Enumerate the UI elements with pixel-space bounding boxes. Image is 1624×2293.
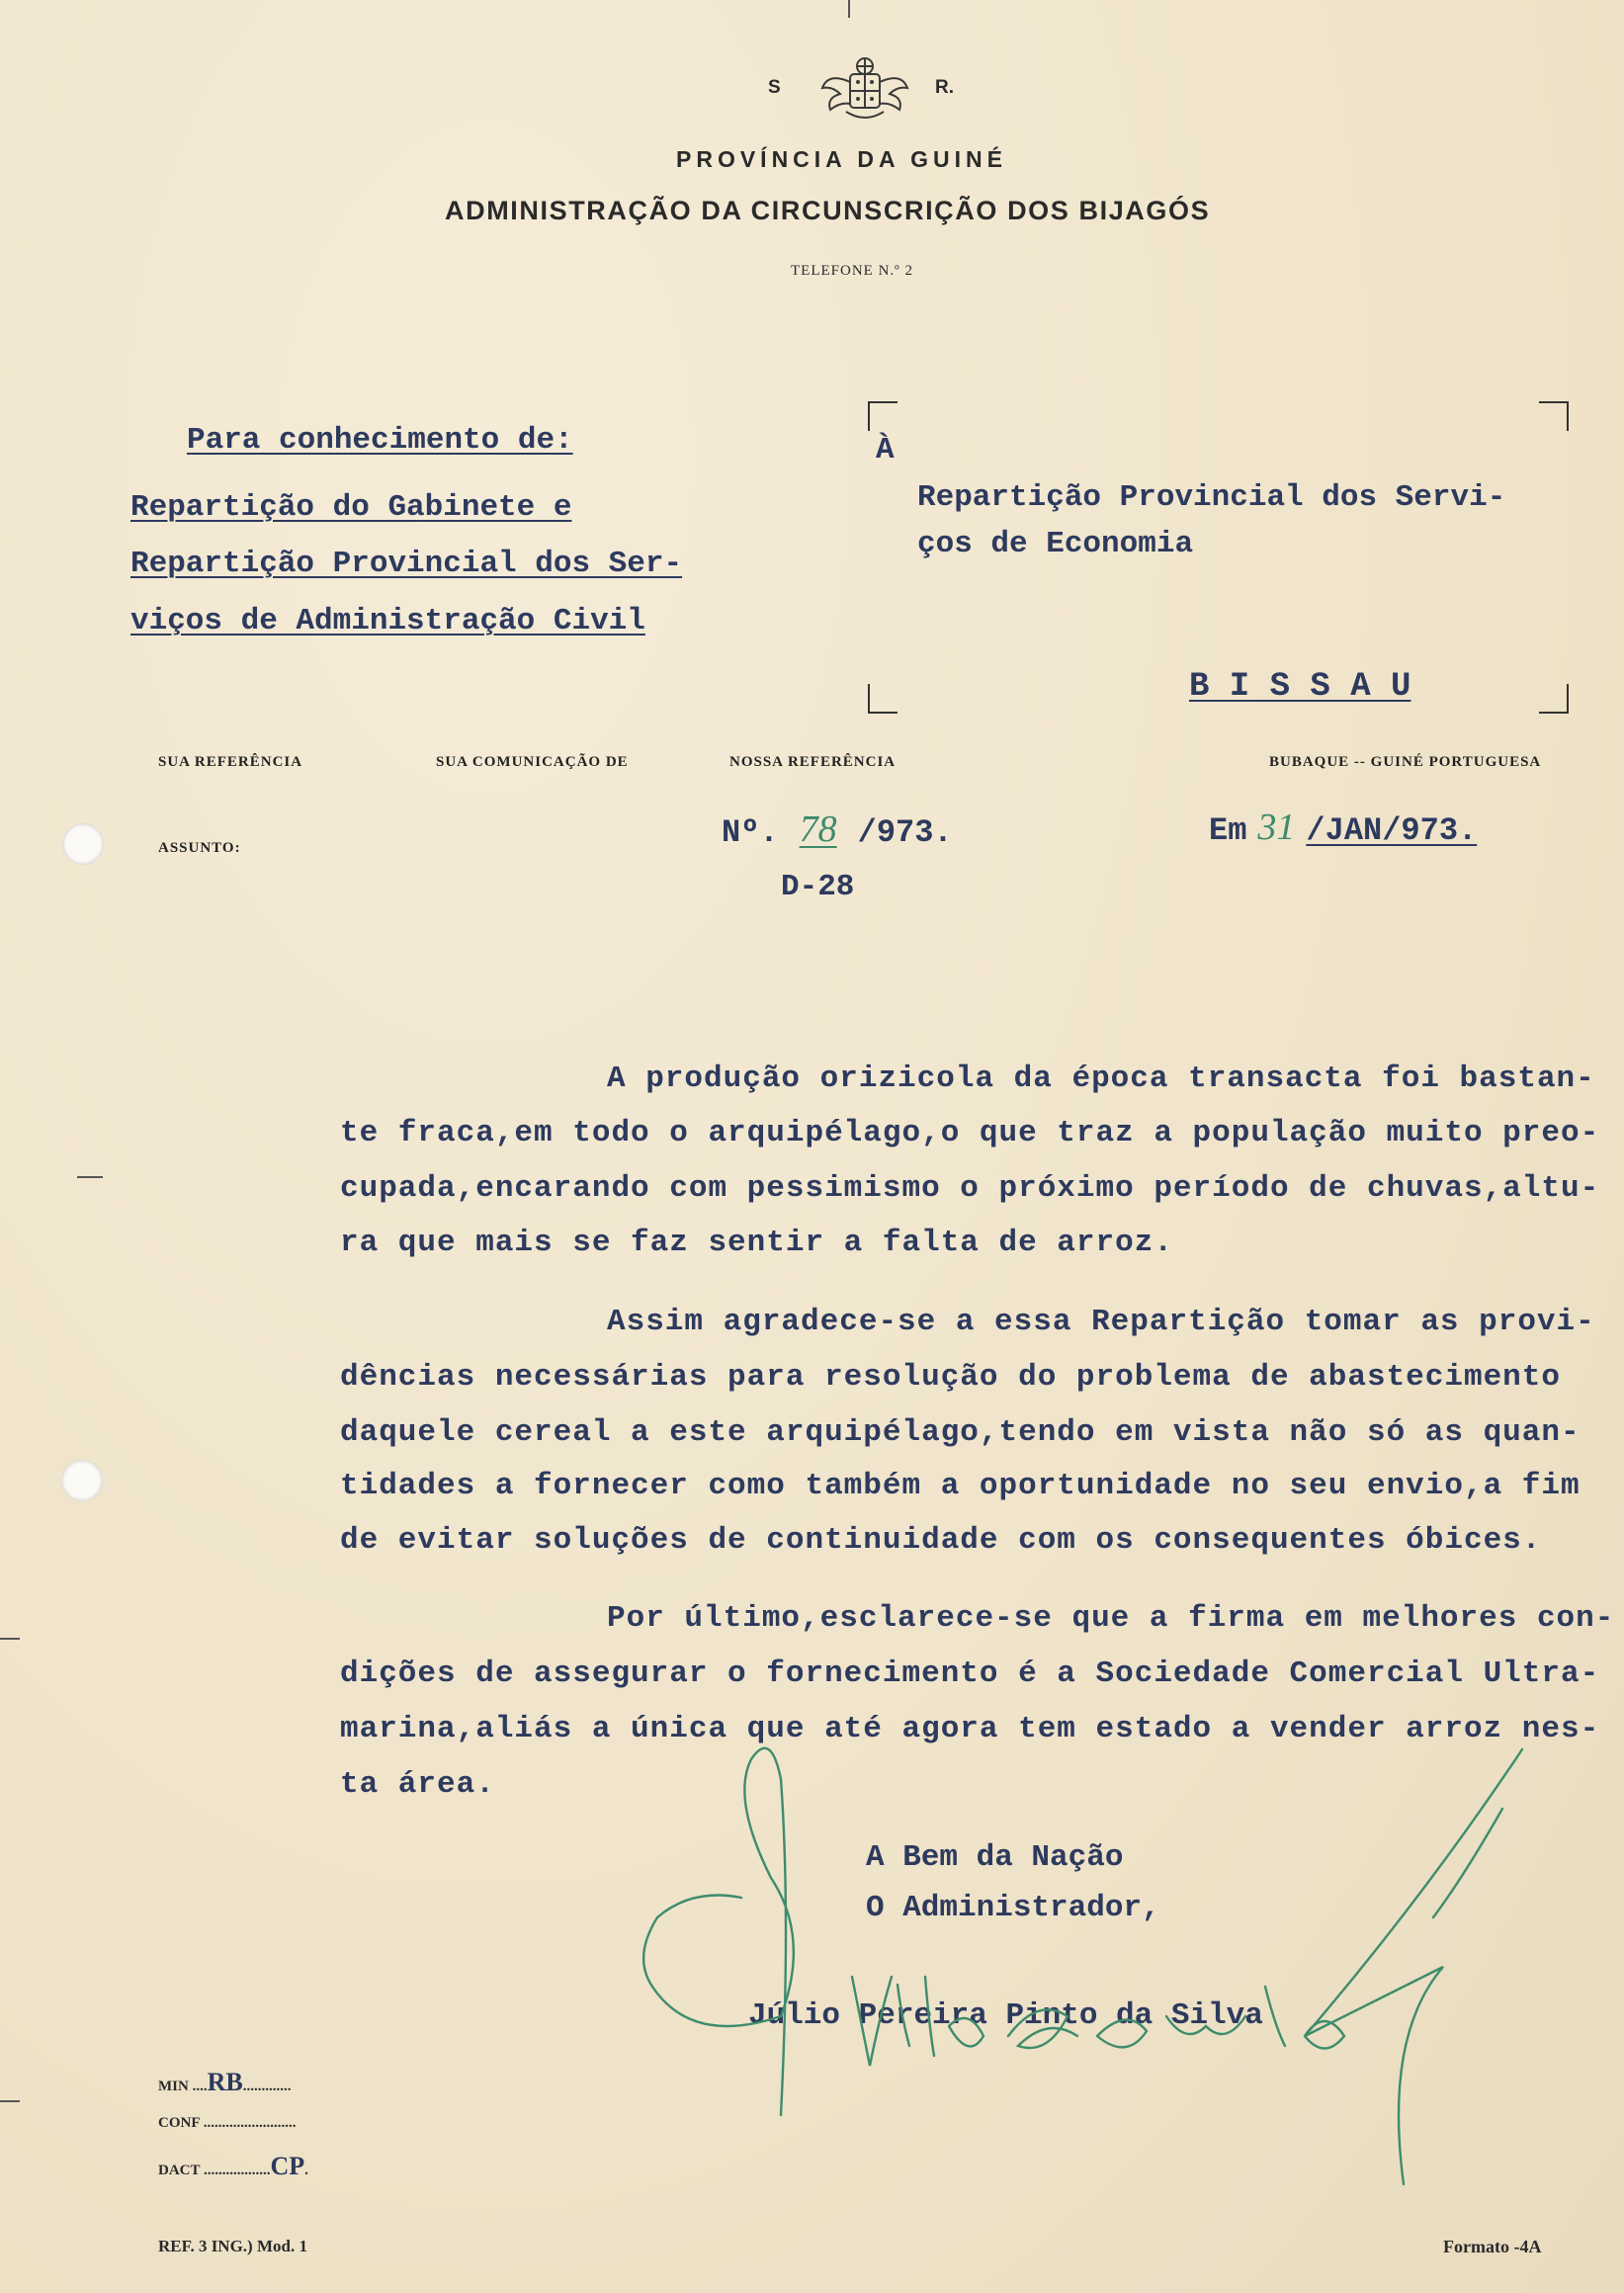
footer-min-label: MIN xyxy=(158,2079,189,2094)
closing-salutation: A Bem da Nação xyxy=(866,1840,1124,1875)
reference-number-prefix: Nº. xyxy=(722,814,779,851)
reference-date-day: 31 xyxy=(1257,807,1296,848)
reference-number xyxy=(722,807,953,851)
cc-heading: Para conhecimento de: xyxy=(187,423,573,458)
letterhead-province: PROVÍNCIA DA GUINÉ xyxy=(676,146,1007,172)
footer-conf-label: CONF xyxy=(158,2115,200,2131)
footer-dact-value: CP xyxy=(270,2152,305,2180)
body-paragraph-line: ra que mais se faz sentir a falta de arroz. xyxy=(340,1226,1173,1260)
recipient-line: ços de Economia xyxy=(917,527,1194,561)
margin-tick xyxy=(0,1638,20,1640)
body-paragraph-line: te fraca,em todo o arquipélago,o que traz a população muito preo- xyxy=(340,1116,1600,1150)
body-paragraph-line: tidades a fornecer como também a oportunidade no seu envio,a fim xyxy=(340,1469,1581,1503)
recipient-line: Repartição Provincial dos Servi- xyxy=(917,480,1506,515)
letterhead-telephone: TELEFONE N.º 2 xyxy=(791,263,914,279)
footer-format: Formato -4A xyxy=(1443,2237,1542,2256)
letterhead-r: R. xyxy=(935,77,954,98)
label-place: BUBAQUE -- GUINÉ PORTUGUESA xyxy=(1269,754,1542,770)
letterhead-administration: ADMINISTRAÇÃO DA CIRCUNSCRIÇÃO DOS BIJAGÓS xyxy=(445,196,1211,225)
reference-date-rest: /JAN/973. xyxy=(1306,812,1478,849)
reference-date-prefix: Em xyxy=(1209,812,1247,849)
footer-min: MIN ....RB............. xyxy=(158,2068,292,2096)
body-paragraph-line: cupada,encarando com pessimismo o próximo período de chuvas,altu- xyxy=(340,1171,1600,1206)
coat-of-arms-icon xyxy=(818,52,911,126)
label-nossa-referencia: NOSSA REFERÊNCIA xyxy=(729,754,897,770)
body-paragraph-line: dências necessárias para resolução do problema de abastecimento xyxy=(340,1360,1561,1395)
top-fold-mark xyxy=(848,0,850,18)
address-window-corner xyxy=(1539,401,1569,431)
recipient-city: B I S S A U xyxy=(1189,668,1411,706)
footer-ref: REF. 3 ING.) Mod. 1 xyxy=(158,2237,307,2255)
letterhead-s: S xyxy=(768,77,781,98)
punch-hole-bottom xyxy=(61,1460,103,1501)
margin-tick xyxy=(77,1176,103,1178)
handwritten-signature xyxy=(633,1720,1542,2194)
cc-line: viços de Administração Civil xyxy=(130,604,645,638)
footer-dact-label: DACT xyxy=(158,2163,201,2178)
address-window-corner xyxy=(868,401,897,431)
body-paragraph-line: A produção orizicola da época transacta foi bastan- xyxy=(607,1062,1595,1096)
body-paragraph-line: ta área. xyxy=(340,1767,495,1802)
reference-code: D-28 xyxy=(781,870,855,904)
address-window-corner xyxy=(868,684,897,714)
reference-date-underlined xyxy=(1246,807,1478,849)
cc-line: Repartição Provincial dos Ser- xyxy=(130,547,683,581)
punch-hole-top xyxy=(62,823,104,865)
body-paragraph-line: daquele cereal a este arquipélago,tendo em vista não só as quan- xyxy=(340,1415,1581,1450)
margin-tick xyxy=(0,2100,20,2102)
label-sua-comunicacao: SUA COMUNICAÇÃO DE xyxy=(436,754,629,770)
body-paragraph-line: Assim agradece-se a essa Repartição tomar as provi- xyxy=(607,1305,1595,1339)
body-paragraph-line: Por último,esclarece-se que a firma em melhores con- xyxy=(607,1601,1615,1636)
footer-dact: DACT ..................CP. xyxy=(158,2152,308,2180)
body-paragraph-line: de evitar soluções de continuidade com os consequentes óbices. xyxy=(340,1523,1542,1558)
recipient-to: À xyxy=(876,433,895,467)
reference-number-value: 78 xyxy=(799,808,837,850)
label-assunto: ASSUNTO: xyxy=(158,840,241,856)
footer-min-value: RB xyxy=(207,2068,243,2096)
footer-conf: CONF ......................... xyxy=(158,2115,297,2131)
cc-line: Repartição do Gabinete e xyxy=(130,490,572,525)
body-paragraph-line: marina,aliás a única que até agora tem estado a vender arroz nes- xyxy=(340,1712,1600,1746)
reference-number-suffix: /973. xyxy=(857,814,953,851)
label-sua-referencia: SUA REFERÊNCIA xyxy=(158,754,303,770)
closing-title: O Administrador, xyxy=(866,1891,1160,1925)
closing-name: Júlio Pereira Pinto da Silva xyxy=(748,1998,1263,2033)
reference-date xyxy=(1209,806,1477,849)
address-window-corner xyxy=(1539,684,1569,714)
body-paragraph-line: dições de assegurar o fornecimento é a Sociedade Comercial Ultra- xyxy=(340,1656,1600,1691)
